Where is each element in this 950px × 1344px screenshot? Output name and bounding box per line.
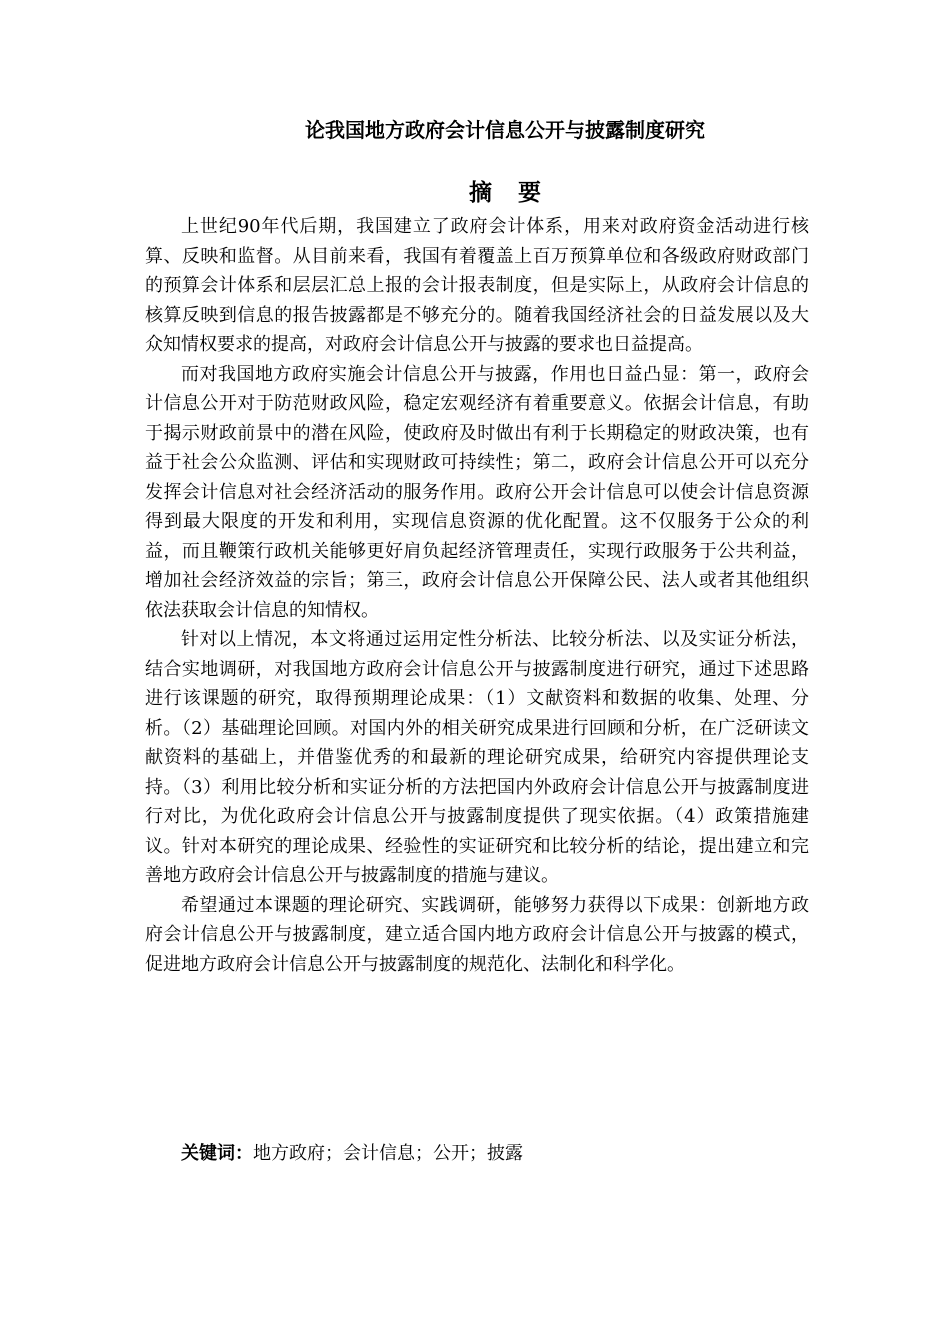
abstract-heading: 摘要 <box>469 180 567 206</box>
abstract-paragraph: 而对我国地方政府实施会计信息公开与披露，作用也日益凸显：第一，政府会计信息公开对于防范财政风险，稳定宏观经济有着重要意义。依据会计信息，有助于揭示财政前景中的潜在风险，使政府及时做出有利于长期稳定的财政决策，也有益于社会公众监测、评估和实现财政可持续性；第二，政府会计信息公开可以充分发挥会计信息对社会经济活动的服务作用。政府公开会计信息可以使会计信息资源得到最大限度的开发和利用，实现信息资源的优化配置。这不仅服务于公众的利益，而且鞭策行政机关能够更好肩负起经济管理责任，实现行政服务于公共利益，增加社会经济效益的宗旨；第三，政府会计信息公开保障公民、法人或者其他组织依法获取会计信息的知情权。 <box>145 363 809 621</box>
keywords-label: 关键词： <box>181 1143 253 1164</box>
document-title: 论我国地方政府会计信息公开与披露制度研究 <box>305 118 705 142</box>
keywords-line <box>181 1140 821 1168</box>
abstract-body <box>145 212 809 979</box>
abstract-paragraph: 上世纪90年代后期，我国建立了政府会计体系，用来对政府资金活动进行核算、反映和监督。从目前来看，我国有着覆盖上百万预算单位和各级政府财政部门的预算会计体系和层层汇总上报的会计报表制度，但是实际上，从政府会计信息的核算反映到信息的报告披露都是不够充分的。随着我国经济社会的日益发展以及大众知情权要求的提高，对政府会计信息公开与披露的要求也日益提高。 <box>145 216 809 355</box>
keywords-text: 地方政府；会计信息；公开；披露 <box>253 1143 523 1164</box>
abstract-paragraph: 希望通过本课题的理论研究、实践调研，能够努力获得以下成果：创新地方政府会计信息公开与披露制度，建立适合国内地方政府会计信息公开与披露的模式，促进地方政府会计信息公开与披露制度的规范化、法制化和科学化。 <box>145 894 809 975</box>
abstract-paragraph: 针对以上情况，本文将通过运用定性分析法、比较分析法、以及实证分析法，结合实地调研，对我国地方政府会计信息公开与披露制度进行研究，通过下述思路进行该课题的研究，取得预期理论成果：（1）文献资料和数据的收集、处理、分析。（2）基础理论回顾。对国内外的相关研究成果进行回顾和分析，在广泛研读文献资料的基础上，并借鉴优秀的和最新的理论研究成果，给研究内容提供理论支持。（3）利用比较分析和实证分析的方法把国内外政府会计信息公开与披露制度进行对比，为优化政府会计信息公开与披露制度提供了现实依据。（4）政策措施建议。针对本研究的理论成果、经验性的实证研究和比较分析的结论，提出建立和完善地方政府会计信息公开与披露制度的措施与建议。 <box>145 629 809 886</box>
